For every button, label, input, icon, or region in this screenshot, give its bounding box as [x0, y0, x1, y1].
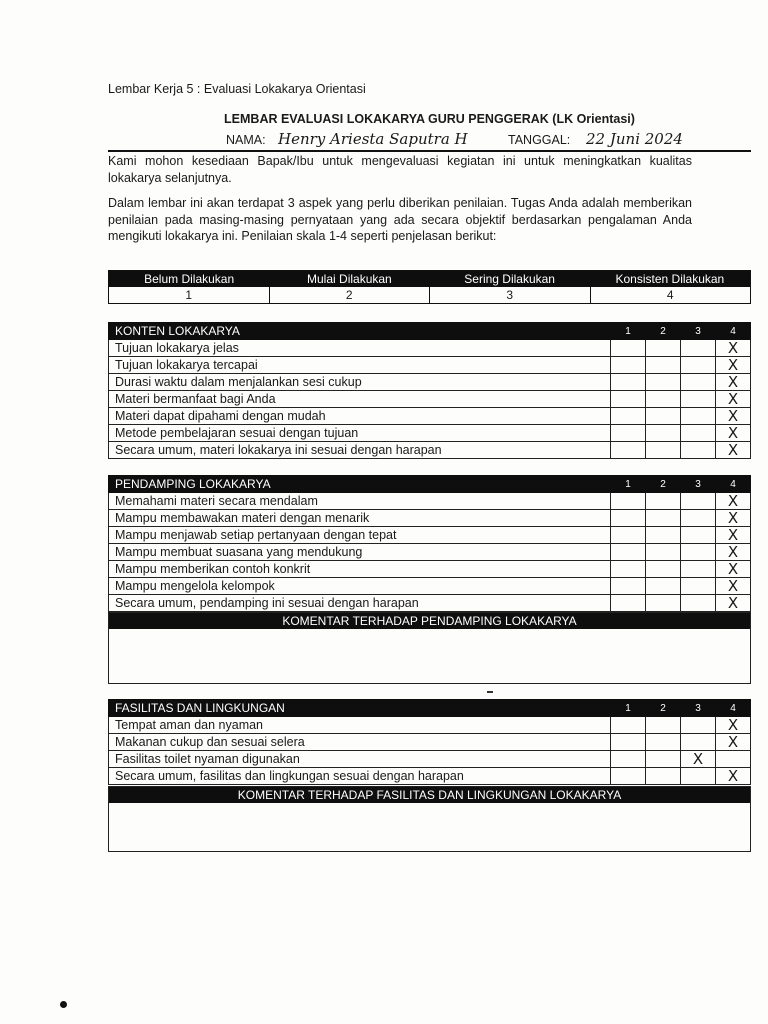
score-mark-cell[interactable]: X — [716, 442, 751, 459]
fasilitas-comment-area[interactable] — [109, 803, 750, 849]
score-cell[interactable] — [646, 561, 681, 578]
rating-row — [109, 717, 751, 734]
statement-text: Durasi waktu dalam menjalankan sesi cukup — [109, 374, 611, 391]
statement-text: Secara umum, materi lokakarya ini sesuai dengan harapan — [109, 442, 611, 459]
score-column-header: 4 — [716, 700, 751, 717]
score-cell[interactable] — [611, 391, 646, 408]
name-label: NAMA: — [226, 133, 266, 147]
score-column-header: 1 — [611, 700, 646, 717]
score-cell[interactable] — [681, 391, 716, 408]
rating-row — [109, 408, 751, 425]
form-title: LEMBAR EVALUASI LOKAKARYA GURU PENGGERAK (LK Orientasi) — [224, 112, 635, 126]
scan-speck — [60, 1001, 67, 1008]
pendamping-lokakarya-table — [108, 475, 751, 612]
score-cell[interactable] — [611, 751, 646, 768]
section-header-row — [109, 700, 751, 717]
score-cell[interactable] — [646, 408, 681, 425]
date-label: TANGGAL: — [508, 133, 571, 147]
score-mark-cell[interactable]: X — [716, 717, 751, 734]
statement-text: Mampu memberikan contoh konkrit — [109, 561, 611, 578]
score-cell[interactable] — [681, 544, 716, 561]
score-cell[interactable] — [646, 595, 681, 612]
score-cell[interactable] — [681, 442, 716, 459]
rating-row — [109, 768, 751, 785]
rating-row — [109, 510, 751, 527]
score-mark-cell[interactable]: X — [716, 544, 751, 561]
score-cell[interactable] — [646, 391, 681, 408]
scale-value: 2 — [269, 287, 430, 303]
score-cell[interactable] — [646, 578, 681, 595]
statement-text: Materi bermanfaat bagi Anda — [109, 391, 611, 408]
fasilitas-lingkungan-table — [108, 699, 751, 785]
section-title: PENDAMPING LOKAKARYA — [109, 476, 611, 493]
rating-scale-table — [108, 270, 751, 304]
score-cell[interactable] — [681, 510, 716, 527]
statement-text: Mampu membuat suasana yang mendukung — [109, 544, 611, 561]
score-cell[interactable] — [681, 493, 716, 510]
section-header-row — [109, 476, 751, 493]
score-cell[interactable] — [611, 425, 646, 442]
score-mark-cell[interactable]: X — [716, 493, 751, 510]
name-value[interactable]: Henry Ariesta Saputra H — [278, 130, 468, 148]
score-cell[interactable] — [681, 595, 716, 612]
score-cell[interactable] — [611, 374, 646, 391]
score-cell[interactable] — [611, 442, 646, 459]
score-cell[interactable] — [681, 717, 716, 734]
score-cell[interactable] — [646, 717, 681, 734]
name-date-row — [108, 130, 751, 152]
score-cell[interactable] — [646, 544, 681, 561]
rating-row — [109, 374, 751, 391]
worksheet-label: Lembar Kerja 5 : Evaluasi Lokakarya Orientasi — [108, 82, 366, 96]
score-cell[interactable] — [611, 768, 646, 785]
rating-row — [109, 595, 751, 612]
scale-value: 4 — [590, 287, 751, 303]
statement-text: Tujuan lokakarya jelas — [109, 340, 611, 357]
score-cell[interactable] — [646, 751, 681, 768]
score-mark-cell[interactable]: X — [716, 561, 751, 578]
pendamping-comment-box — [108, 612, 751, 684]
score-column-header: 4 — [716, 323, 751, 340]
score-cell[interactable] — [681, 408, 716, 425]
rating-row — [109, 391, 751, 408]
score-cell[interactable] — [681, 768, 716, 785]
pendamping-comment-title: KOMENTAR TERHADAP PENDAMPING LOKAKARYA — [109, 613, 750, 629]
statement-text: Metode pembelajaran sesuai dengan tujuan — [109, 425, 611, 442]
statement-text: Memahami materi secara mendalam — [109, 493, 611, 510]
score-column-header: 1 — [611, 323, 646, 340]
rating-row — [109, 425, 751, 442]
score-column-header: 4 — [716, 476, 751, 493]
rating-row — [109, 493, 751, 510]
score-mark-cell[interactable]: X — [716, 391, 751, 408]
score-cell[interactable] — [681, 374, 716, 391]
score-column-header: 2 — [646, 476, 681, 493]
scan-speck — [487, 691, 493, 693]
score-cell[interactable] — [646, 734, 681, 751]
statement-text: Tujuan lokakarya tercapai — [109, 357, 611, 374]
score-column-header: 2 — [646, 323, 681, 340]
rating-row — [109, 527, 751, 544]
score-cell[interactable] — [646, 357, 681, 374]
score-cell[interactable] — [611, 734, 646, 751]
intro-paragraph-1: Kami mohon kesediaan Bapak/Ibu untuk mengevaluasi kegiatan ini untuk meningkatkan kualitas lokakarya selanjutnya. — [108, 154, 692, 185]
score-cell[interactable] — [611, 717, 646, 734]
score-cell[interactable] — [611, 544, 646, 561]
score-cell[interactable] — [611, 357, 646, 374]
scale-label: Belum Dilakukan — [144, 272, 235, 286]
rating-row — [109, 751, 751, 768]
score-column-header: 3 — [681, 476, 716, 493]
score-cell[interactable] — [681, 357, 716, 374]
score-mark-cell[interactable]: X — [716, 578, 751, 595]
score-cell[interactable] — [681, 527, 716, 544]
scale-value-row — [109, 287, 750, 303]
statement-text: Makanan cukup dan sesuai selera — [109, 734, 611, 751]
rating-row — [109, 578, 751, 595]
score-mark-cell[interactable]: X — [716, 340, 751, 357]
fasilitas-comment-box — [108, 786, 751, 852]
score-cell[interactable] — [646, 510, 681, 527]
rating-row — [109, 442, 751, 459]
scale-label: Konsisten Dilakukan — [615, 272, 725, 286]
score-cell[interactable] — [646, 425, 681, 442]
section-title: FASILITAS DAN LINGKUNGAN — [109, 700, 611, 717]
score-cell[interactable] — [611, 595, 646, 612]
pendamping-comment-area[interactable] — [109, 629, 750, 681]
section-header-row — [109, 323, 751, 340]
score-cell[interactable] — [681, 734, 716, 751]
rating-row — [109, 357, 751, 374]
score-mark-cell[interactable]: X — [716, 734, 751, 751]
statement-text: Mampu menjawab setiap pertanyaan dengan tepat — [109, 527, 611, 544]
score-mark-cell[interactable]: X — [716, 768, 751, 785]
scale-label: Sering Dilakukan — [464, 272, 555, 286]
score-cell[interactable] — [646, 768, 681, 785]
statement-text: Fasilitas toilet nyaman digunakan — [109, 751, 611, 768]
score-cell[interactable] — [681, 561, 716, 578]
score-cell[interactable] — [611, 561, 646, 578]
scale-value: 3 — [429, 287, 590, 303]
statement-text: Tempat aman dan nyaman — [109, 717, 611, 734]
score-mark-cell[interactable]: X — [716, 527, 751, 544]
score-cell[interactable] — [611, 493, 646, 510]
score-cell[interactable] — [716, 751, 751, 768]
score-cell[interactable] — [611, 578, 646, 595]
score-mark-cell[interactable]: X — [716, 595, 751, 612]
statement-text: Mampu membawakan materi dengan menarik — [109, 510, 611, 527]
score-cell[interactable] — [646, 340, 681, 357]
score-column-header: 3 — [681, 700, 716, 717]
score-cell[interactable] — [646, 374, 681, 391]
score-cell[interactable] — [681, 578, 716, 595]
score-cell[interactable] — [611, 408, 646, 425]
score-cell[interactable] — [646, 493, 681, 510]
scale-header-row — [109, 271, 750, 287]
statement-text: Materi dapat dipahami dengan mudah — [109, 408, 611, 425]
statement-text: Secara umum, fasilitas dan lingkungan sesuai dengan harapan — [109, 768, 611, 785]
score-cell[interactable] — [611, 527, 646, 544]
score-mark-cell[interactable]: X — [716, 408, 751, 425]
rating-row — [109, 734, 751, 751]
score-mark-cell[interactable]: X — [716, 510, 751, 527]
score-cell[interactable] — [611, 510, 646, 527]
score-mark-cell[interactable]: X — [681, 751, 716, 768]
score-column-header: 1 — [611, 476, 646, 493]
rating-row — [109, 561, 751, 578]
intro-paragraph-2: Dalam lembar ini akan terdapat 3 aspek yang perlu diberikan penilaian. Tugas Anda adalah memberikan penilaian pada masing-masing pernyataan yang ada secara objektif berdasarkan pengalaman Anda mengikuti lokakarya ini. Penilaian skala 1-4 seperti penjelasan berikut: — [108, 196, 692, 243]
statement-text: Secara umum, pendamping ini sesuai dengan harapan — [109, 595, 611, 612]
fasilitas-comment-title: KOMENTAR TERHADAP FASILITAS DAN LINGKUNGAN LOKAKARYA — [109, 787, 750, 803]
score-column-header: 3 — [681, 323, 716, 340]
score-cell[interactable] — [646, 527, 681, 544]
score-column-header: 2 — [646, 700, 681, 717]
score-cell[interactable] — [646, 442, 681, 459]
konten-lokakarya-table — [108, 322, 751, 459]
score-cell[interactable] — [681, 340, 716, 357]
scale-label: Mulai Dilakukan — [307, 272, 392, 286]
score-mark-cell[interactable]: X — [716, 374, 751, 391]
score-cell[interactable] — [681, 425, 716, 442]
rating-row — [109, 544, 751, 561]
score-mark-cell[interactable]: X — [716, 425, 751, 442]
scale-value: 1 — [185, 288, 193, 302]
date-value[interactable]: 22 Juni 2024 — [586, 130, 683, 148]
score-cell[interactable] — [611, 340, 646, 357]
score-mark-cell[interactable]: X — [716, 357, 751, 374]
section-title: KONTEN LOKAKARYA — [109, 323, 611, 340]
rating-row — [109, 340, 751, 357]
statement-text: Mampu mengelola kelompok — [109, 578, 611, 595]
